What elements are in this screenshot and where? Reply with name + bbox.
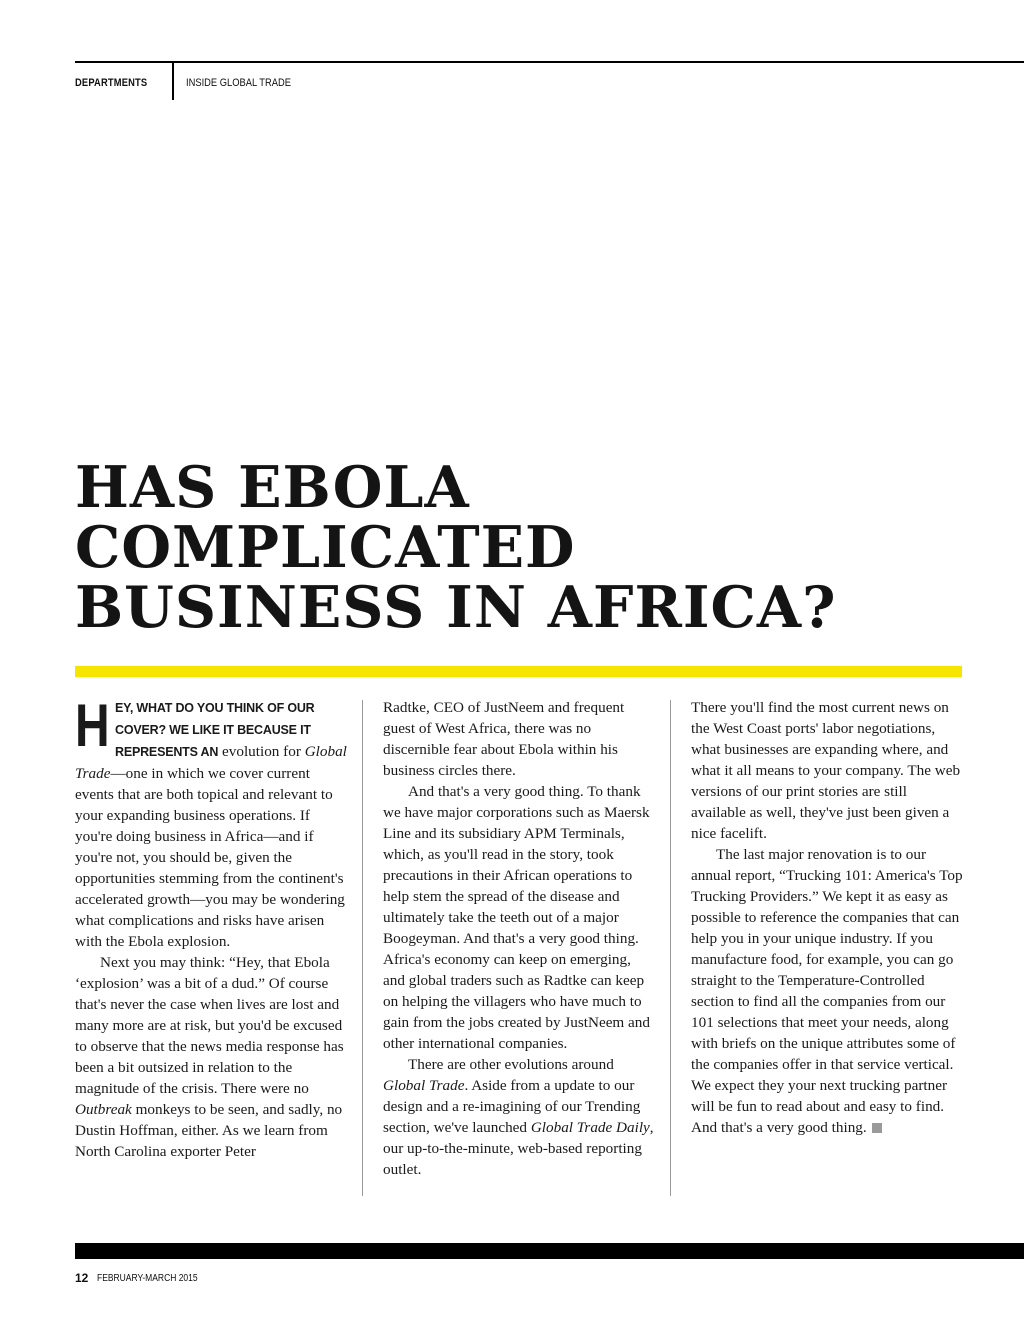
movie-title: Outbreak <box>75 1101 132 1118</box>
paragraph-4: And that's a very good thing. To thank we have major corporations such as Maersk Line and its subsidiary APM Terminals, which, as you'll read in the story, took precautions in their African operations to help stem the spread of the disease and ultimately take the teeth out of a major Boogeyman. And that's a very good thing. Africa's economy can keep on emerging, and global traders such as Radtke can keep on helping the villagers who have much to gain from the jobs created by JustNeem and other international companies. <box>383 783 650 1052</box>
top-rule <box>75 61 1024 63</box>
page-number: 12 <box>75 1271 89 1285</box>
department-label: DEPARTMENTS <box>75 77 148 89</box>
paragraph-2 <box>75 952 347 1162</box>
accent-bar <box>75 666 962 677</box>
paragraph-7: The last major renovation is to our annual report, “Trucking 101: America's Top Trucking Providers.” We kept it as easy as possible to reference the companies that can help you in your unique industry. If you manufacture food, for example, you can go straight to the Temperature-Controlled section to find all the companies from our 101 selections that meet your needs, along with briefs on the unique attributes some of the companies offer in that service vertical. We expect they your next trucking partner will be fun to read about and easy to find. <box>691 846 963 1115</box>
article-headline <box>75 454 975 641</box>
lead-in: EY, WHAT DO YOU THINK OF OUR COVER? WE LIKE IT BECAUSE IT REPRESENTS AN <box>115 701 315 759</box>
issue-date: FEBRUARY-MARCH 2015 <box>97 1273 198 1284</box>
magazine-title: Global Trade <box>75 743 347 782</box>
text-run: monkeys to be seen, and sadly, no Dustin Hoffman, either. As we learn from North Carolina exporter Peter <box>75 1101 343 1160</box>
text-run: . Aside from a update to our design and a re-imagining of our Trending section, we've launched <box>383 1077 641 1136</box>
text-run: Next you may think: “Hey, that Ebola ‘explosion’ was a bit of a dud.” Of course that's never the case when lives are lost and many more are at risk, but you'd be excused to observe that the news media response has been a bit outsized in relation to the magnitude of the crisis. There were no <box>75 954 344 1097</box>
drop-cap: H <box>75 692 110 759</box>
text-run: , our up-to-the-minute, web-based reporting outlet. <box>383 1119 654 1178</box>
paragraph-5 <box>383 1054 655 1180</box>
text-run: There are other evolutions around <box>408 1056 614 1073</box>
headline-line-2: COMPLICATED <box>75 514 576 581</box>
text-run: And that's a very good thing. <box>691 1119 867 1136</box>
article-column-2 <box>383 697 655 1180</box>
end-mark-icon <box>872 1123 882 1133</box>
text-run: evolution for <box>218 743 305 760</box>
section-label: INSIDE GLOBAL TRADE <box>186 77 291 89</box>
magazine-title: Global Trade <box>383 1077 465 1094</box>
headline-line-3: BUSINESS IN AFRICA? <box>75 574 837 641</box>
column-divider <box>670 700 671 1196</box>
paragraph-1 <box>75 692 347 952</box>
column-divider <box>362 700 363 1196</box>
paragraph-8 <box>691 1117 963 1138</box>
paragraph-6: There you'll find the most current news on the West Coast ports' labor negotiations, what businesses are expanding where, and what it all means to your company. The web versions of our print stories are still available as well, they've just been given a nice facelift. <box>691 699 961 842</box>
footer-bar <box>75 1243 1024 1259</box>
outlet-title: Global Trade Daily <box>530 1119 650 1136</box>
text-run: —one in which we cover current events that are both topical and relevant to your expanding business operations. If you're doing business in Africa—and if you're not, you should be, given the opportunities stemming from the continent's accelerated growth—you may be wondering what complications and risks have arisen with the Ebola explosion. <box>75 765 345 950</box>
article-column-3 <box>691 697 963 1138</box>
article-column-1 <box>75 692 347 1162</box>
header-divider <box>172 63 174 100</box>
headline-line-1: HAS EBOLA <box>75 454 470 521</box>
paragraph-3: Radtke, CEO of JustNeem and frequent guest of West Africa, there was no discernible fear about Ebola within his business circles there. <box>383 699 625 779</box>
